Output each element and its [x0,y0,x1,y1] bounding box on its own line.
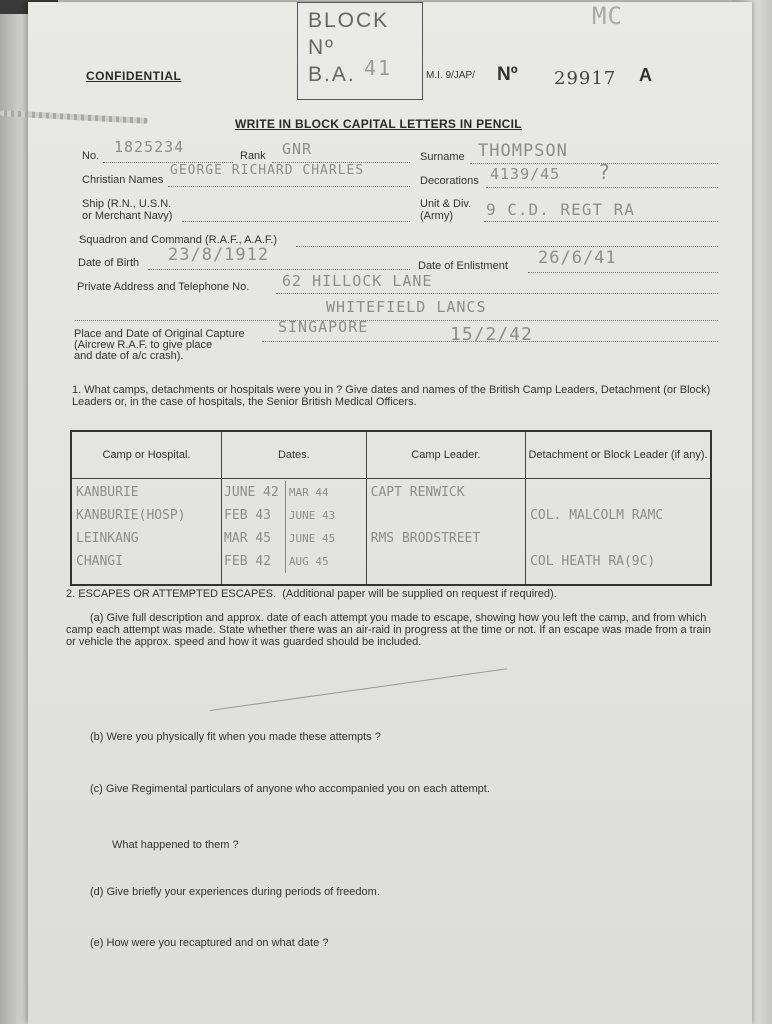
date-to: JUNE 43 [288,509,336,522]
decorations-query: ? [598,160,612,184]
decorations-label: Decorations [420,175,479,187]
form-number: 29917 [554,68,617,89]
camp-entry: CHANGI [76,554,123,569]
squadron-label: Squadron and Command (R.A.F., A.A.F.) [79,234,278,246]
christian-names-value: GEORGE RICHARD CHARLES [170,163,365,178]
column-header-camp: Camp or Hospital. [71,431,222,479]
dates-cell [222,479,367,586]
capture-date: 15/2/42 [450,324,533,345]
date-from: FEB 42 [224,554,272,569]
surname-label: Surname [420,151,465,163]
question-1: 1. What camps, detachments or hospitals were you in ? Give dates and names of the British Camp Leaders, Detachment (or Block) Leaders or, in the case of hospitals, the Senior British Medical Officers. [72,384,711,408]
detachment-leader-entry: COL. MALCOLM RAMC [530,508,664,523]
camp-leader-entry: RMS BRODSTREET [370,531,481,546]
column-header-dates: Dates. [222,431,367,479]
rank-label: Rank [240,150,266,162]
question-2e: (e) How were you recaptured and on what date ? [90,937,329,949]
capture-place: SINGAPORE [278,318,369,336]
stamp-line-2: Nº [308,36,335,59]
camp-leader-entry [371,550,521,573]
unit-label: Unit & Div. (Army) [420,198,472,222]
dob-value: 23/8/1912 [168,245,270,265]
reference-code: M.I. 9/JAP/ [426,70,475,81]
address-label: Private Address and Telephone No. [77,281,250,293]
stamp-line-3: B.A. [308,63,356,86]
confidential-label: CONFIDENTIAL [86,69,182,83]
address-line-2: WHITEFIELD LANCS [326,298,487,316]
stamp-handwritten-number: 41 [364,56,393,80]
question-2c: (c) Give Regimental particulars of anyone who accompanied you on each attempt. [90,783,490,795]
question-2b: (b) Were you physically fit when you made these attempts ? [90,731,381,743]
form-suffix: A [639,65,652,85]
camp-entry: LEINKANG [76,531,139,546]
corner-handwriting: MC [592,2,623,30]
dob-label: Date of Birth [78,257,140,269]
capture-label: Place and Date of Original Capture (Aircrew R.A.F. to give place and date of a/c crash). [74,328,245,362]
block-stamp [297,2,423,100]
stamp-line-1: BLOCK [308,9,390,32]
camps-cell [71,479,222,586]
detachment-leader-entry [530,481,706,504]
detachment-leader-cell [526,479,711,586]
no-label: No. [82,150,100,162]
christian-names-label: Christian Names [82,174,164,186]
column-header-detachment-leader: Detachment or Block Leader (if any). [526,431,711,479]
question-2-heading: 2. ESCAPES OR ATTEMPTED ESCAPES. (Additional paper will be supplied on request if required). [66,588,557,600]
number-label: Nº [497,64,518,85]
surname-value: THOMPSON [478,141,568,161]
rank-value: GNR [282,140,313,158]
detachment-leader-entry [530,527,706,550]
enlistment-label: Date of Enlistment [418,260,508,272]
camp-entry: KANBURIE [76,485,139,500]
column-header-camp-leader: Camp Leader. [366,431,525,479]
camp-leader-entry: CAPT RENWICK [370,485,465,500]
camp-leader-cell [366,479,525,586]
question-2c-followup: What happened to them ? [112,839,239,851]
camp-leader-entry [371,504,521,527]
date-to: MAR 44 [288,486,329,499]
address-line-1: 62 HILLOCK LANE [282,272,433,290]
date-to: JUNE 45 [288,532,336,545]
decorations-value: 4139/45 [490,165,561,183]
camp-entry: KANBURIE(HOSP) [76,508,186,523]
date-from: FEB 43 [224,508,272,523]
unit-value: 9 C.D. REGT RA [486,200,635,219]
ship-label: Ship (R.N., U.S.N. or Merchant Navy) [82,198,173,222]
question-2d: (d) Give briefly your experiences during periods of freedom. [90,886,380,898]
date-to: AUG 45 [288,555,329,568]
question-2a: (a) Give full description and approx. date of each attempt you made to escape, showing how you left the camp, and from which camp each attempt was made. State whether there was an air-raid in progress at the time or not. If an escape was made from a train or vehicle the approx. speed and how it was guarded should be included. [66,612,712,648]
detachment-leader-entry: COL HEATH RA(9C) [530,554,656,569]
enlistment-value: 26/6/41 [538,248,617,268]
form-title: WRITE IN BLOCK CAPITAL LETTERS IN PENCIL [235,117,522,131]
camps-table [70,430,712,586]
date-from: JUNE 42 [224,485,279,500]
no-value: 1825234 [114,138,185,156]
date-from: MAR 45 [224,531,272,546]
